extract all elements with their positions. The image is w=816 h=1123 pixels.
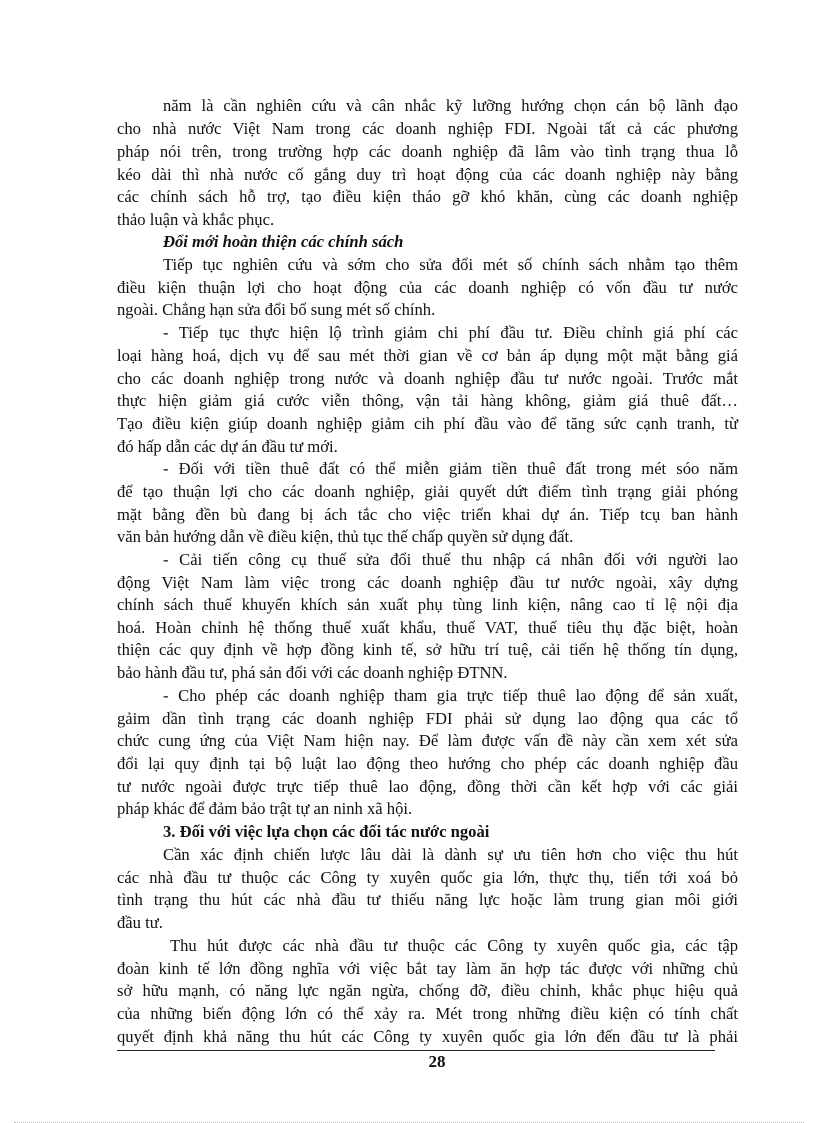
text-line: năm là cần nghiên cứu và cân nhắc kỹ lưỡng hướng chọn cán bộ lãnh đạo xyxy=(163,96,738,115)
text-line: tư nước ngoài được trực tiếp thuê lao động, đồng thời cần kết hợp với các giải xyxy=(117,777,738,796)
text-line: - Cải tiến công cụ thuế sửa đổi thuế thu nhập cá nhân đối với người lao xyxy=(163,550,738,569)
section-heading: 3. Đối với việc lựa chọn các đối tác nước ngoài xyxy=(163,822,490,841)
text-line: cho các doanh nghiệp trong nước và doanh nghiệp đầu tư nước ngoài. Trước mắt xyxy=(117,369,738,388)
text-line: chức cung ứng của Việt Nam hiện nay. Để làm được vấn đề này cần xem xét sửa xyxy=(117,731,738,750)
text-line: thiện các quy định về hợp đồng kinh tế, sở hữu trí tuệ, cải tiến hệ thống tín dụng, xyxy=(117,640,738,659)
text-line: sở hữu mạnh, có năng lực ngăn ngừa, chống đỡ, điều chỉnh, khắc phục hiệu quả xyxy=(117,981,738,1000)
text-line: chính sách thuế khuyến khích sản xuất phụ tùng linh kiện, nâng cao tỉ lệ nội địa xyxy=(117,595,738,614)
section-heading: Đổi mới hoàn thiện các chính sách xyxy=(163,232,404,251)
text-line: thực hiện giảm giá cước viễn thông, vận tải hàng không, giảm giá thuê đất… xyxy=(117,391,738,410)
text-line: Tiếp tục nghiên cứu và sớm cho sửa đổi mét số chính sách nhằm tạo thêm xyxy=(163,255,738,274)
page-number: 28 xyxy=(428,1052,446,1071)
text-line: ngoài. Chẳng hạn sửa đổi bổ sung mét số chính. xyxy=(117,300,436,319)
text-line: loại hàng hoá, dịch vụ để sau mét thời gian về cơ bản áp dụng một mặt bằng giá xyxy=(117,346,738,365)
text-line: của những biến động lớn có thể xảy ra. Mét trong những điều kiện có tính chất xyxy=(117,1004,738,1023)
text-line: hoá. Hoàn chỉnh hệ thống thuế xuất khẩu, thuế VAT, thuế tiêu thụ đặc biệt, hoàn xyxy=(117,618,738,637)
text-line: - Đối với tiền thuê đất có thể miễn giảm tiền thuê đất trong mét sóo năm xyxy=(163,459,738,478)
text-line: thảo luận và khắc phục. xyxy=(117,210,275,229)
text-line: Cần xác định chiến lược lâu dài là dành sự ưu tiên hơn cho việc thu hút xyxy=(163,845,738,864)
text-line: động Việt Nam làm việc trong các doanh nghiệp đầu tư nước ngoài, xây dựng xyxy=(117,573,738,592)
text-line: bảo hành đầu tư, phá sản đối với các doanh nghiệp ĐTNN. xyxy=(117,663,508,682)
text-line: cho nhà nước Việt Nam trong các doanh nghiệp FDI. Ngoài tất cả các phương xyxy=(117,119,738,138)
text-line: các nhà đầu tư thuộc các Công ty xuyên quốc gia lớn, thực thụ, tiến tới xoá bỏ xyxy=(117,868,738,887)
text-line: kéo dài thì nhà nước cố gắng duy trì hoạt động của các doanh nghiệp này bằng xyxy=(117,165,738,184)
text-line: điều kiện thuận lợi cho hoạt động của các doanh nghiệp có vốn đầu tư nước xyxy=(117,278,738,297)
text-line: đổi lại quy định tại bộ luật lao động theo hướng cho phép các doanh nghiệp đầu xyxy=(117,754,738,773)
text-line: đó hấp dẫn các dự án đầu tư mới. xyxy=(117,437,338,456)
text-line: pháp nói trên, trong trường hợp các doanh nghiệp đã lâm vào tình trạng thua lỗ xyxy=(117,142,738,161)
text-line: đoàn kinh tế lớn đồng nghĩa với việc bắt tay làm ăn hợp tác được với những chủ xyxy=(117,959,738,978)
text-line: quyết định khả năng thu hút các Công ty xuyên quốc gia lớn đến đầu tư là phải xyxy=(117,1027,738,1046)
text-line: đầu tư. xyxy=(117,913,163,932)
text-line: - Cho phép các doanh nghiệp tham gia trực tiếp thuê lao động để sản xuất, xyxy=(163,686,738,705)
text-line: để tạo thuận lợi cho các doanh nghiệp, giải quyết dứt điểm tình trạng giải phóng xyxy=(117,482,738,501)
text-line: - Tiếp tục thực hiện lộ trình giảm chi phí đầu tư. Điều chỉnh giá phí các xyxy=(163,323,738,342)
text-line: pháp khác để đảm bảo trật tự an ninh xã hội. xyxy=(117,799,413,818)
footer-rule xyxy=(117,1050,715,1051)
text-line: các chính sách hỗ trợ, tạo điều kiện tháo gỡ khó khăn, cùng các doanh nghiệp xyxy=(117,187,738,206)
text-line: gảim dần tình trạng các doanh nghiệp FDI phải sử dụng lao động qua các tổ xyxy=(117,709,738,728)
text-line: Tạo điều kiện giúp doanh nghiệp giảm cih phí đầu vào để tăng sức cạnh tranh, từ xyxy=(117,414,738,433)
text-line: mặt bằng đền bù đang bị ách tắc cho việc triển khai dự án. Tiếp tcụ ban hành xyxy=(117,505,738,524)
text-line: văn bản hướng dẫn về điều kiện, thủ tục thế chấp quyền sử dụng đất. xyxy=(117,527,574,546)
text-line: tình trạng thu hút các nhà đầu tư thiếu năng lực hoặc làm trung gian môi giới xyxy=(117,890,738,909)
text-line: Thu hút được các nhà đầu tư thuộc các Công ty xuyên quốc gia, các tập xyxy=(170,936,738,955)
